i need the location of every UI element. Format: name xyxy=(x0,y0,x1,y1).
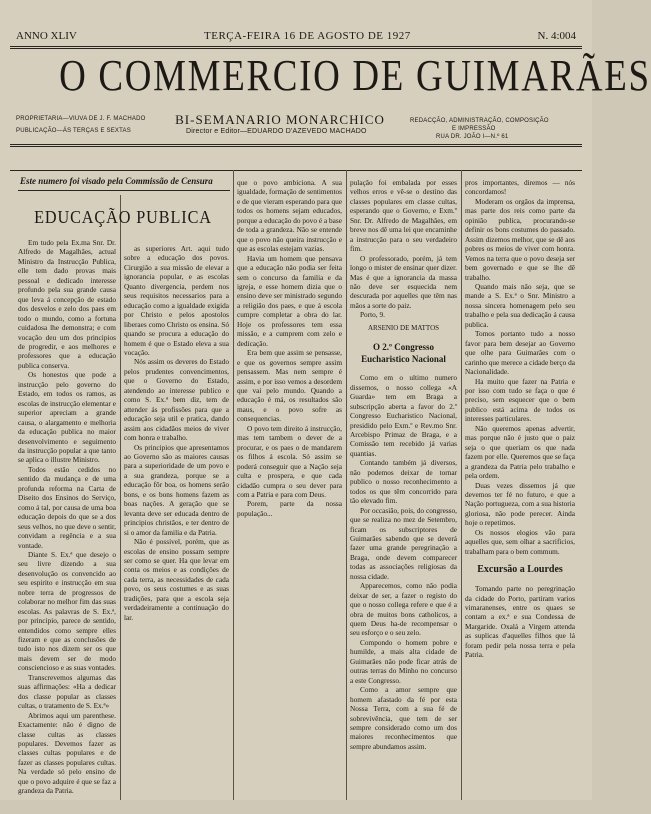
article-paragraph: Moderam os orgãos da imprensa, mas parte dos reis como parte da opinião publica, procurando-se definir os bons costumes do passado. Assim dizemos melhor, que se dê aos pobres os meios de viver com honra. Vemos na terra que o povo deseja ser bem governado e que se lhe dê trabalho. xyxy=(465,196,575,282)
article-paragraph: que o povo ambiciona. A sua igualdade, formação de sentimentos e de que vieram esperando para que todos os homens sejam educados, porque a educação do povo é a base de toda a grandeza. Não se entende que o povo não queira instrucção e que as escolas estejam vazias. xyxy=(237,178,342,254)
column-2 xyxy=(124,244,229,800)
article-paragraph: Havia um homem que pensava que a educação não podia ser feita sem o concurso da familia e da igreja, e esse homem dizia que o ensino deve ser ministrado segundo a religião dos paes, e que á escola cumpre completar a obra do lar. Hoje os professores tem essa missão, e a cumprem com zelo e dedicação. xyxy=(237,253,342,348)
article-paragraph: pros importantes, diremos — nós concordamos! xyxy=(465,178,575,197)
article-paragraph: Apparecemos, como não podia deixar de ser, a fazer o registo do que o nosso collega refere e que é a obra de muitos bons catholicos, a quem Deus ha-de recompensar o seu esforço e o seu zelo. xyxy=(350,581,457,638)
censorship-notice: Este numero foi visado pela Commissão de Censura xyxy=(20,176,213,186)
year-label: ANNO XLIV xyxy=(16,30,77,42)
article-paragraph: Os principios que apresentamos ao Governo são as maiores causas para a superioridade de um povo e a sua grandeza, porque se a educação fôr boa, os homens serão bons, e os bons homens fazem as boas nações. A geração que se levanta deve ser educada dentro de principios christãos, e ter dentro de si o amor da familia e da Patria. xyxy=(124,442,229,537)
header-rule-bottom xyxy=(10,144,582,145)
owner-line: PROPRIETARIA—VIUVA DE J. F. MACHADO xyxy=(16,116,146,122)
article-headline-excursion: Excursão a Lourdes xyxy=(477,564,563,576)
newspaper-subtitle: BI-SEMANARIO MONARCHICO xyxy=(175,112,385,127)
article-dateline: Porto, 9. xyxy=(360,310,385,320)
column-rule-3 xyxy=(346,170,347,800)
article-paragraph: O professorado, porém, já tem longo o mister de ensinar quer dizer. Mas é que a ignorancia da massa não deve ser esquecida nem descurada por aquelles que têm nas mãos a sorte do paiz. xyxy=(350,253,457,310)
article-paragraph: Os nossos elogios vão para aquelles que, sem olhar a sacrificios, trabalham para o bem commum. xyxy=(465,527,575,556)
article-paragraph: Ha muito que fazer na Patria e por isso com tudo se faça o que é preciso, sem esquecer que o bem publico está acima de todos os interesses particulares. xyxy=(465,376,575,424)
header-rule-bottom-2 xyxy=(10,146,582,147)
date-label: TERÇA-FEIRA 16 DE AGOSTO DE 1927 xyxy=(204,30,411,42)
article-paragraph: Os honestos que pode a instrucção pelo governo do Estado, em todos os ramos, as escolas de instrucção elementar e superior apreciam a grande causa, o alargamento e melhoria da educação publica no maior desenvolvimento e seguimento da instrucção popular a que tanto se aplica o illustre Ministro. xyxy=(18,370,116,465)
printing-line: E IMPRESSÃO xyxy=(452,126,496,132)
censor-rule xyxy=(18,190,230,191)
article-paragraph: Abrimos aqui um parenthese. Exactamente: não é digno de classe cultas as classes populares. Devemos fazer as classes cultas populares e de fazer as classes populares cultas. Na verdade só pelo ensino de que o povo adquire é que se faz a grandeza da Patria. xyxy=(18,710,116,796)
article-paragraph: Quando mais não seja, que se mande a S. Ex.ª o Snr. Ministro a nossa sincera homenagem pelo seu trabalho e pela sua dedicação á causa publica. xyxy=(465,281,575,329)
article-signature: ARSENIO DE MATTOS xyxy=(367,323,440,332)
article-paragraph: Por occasião, pois, do congresso, que se realiza no mez de Setembro, ficam os subscriptores de Guimarães sabendo que se deverá fazer uma grande peregrinação a Braga, onde devem comparecer todas as associações religiosas da nossa cidade. xyxy=(350,505,457,581)
article-paragraph: Porem, parte da nossa população... xyxy=(237,499,342,518)
header-top-line xyxy=(14,30,578,46)
column-rule-2 xyxy=(233,170,234,800)
body-top-rule xyxy=(10,170,582,171)
article-paragraph: O povo tem direito á instrucção, mas tem tambem o dever de a procurar, e os paes o de mandarem os filhos á escola. Só assim se poderá conseguir que a Nação seja culta e prospera, e que cada cidadão cumpra o seu dever para com a Patria e para com Deus. xyxy=(237,423,342,499)
newspaper-title: O COMMERCIO DE GUIMARÃES xyxy=(59,51,651,100)
article-paragraph: Tomando parte no peregrinação da cidade do Porto, partiram varios vimaranenses, entre os quaes se contam a ex.ª e sua Condessa de Margaride. Oxalá a Virgem attenda as suplicas d'aquelles filhos que lá foram pedir pela nossa terra e pela Patria. xyxy=(465,584,575,660)
article-paragraph: Era bem que assim se pensasse, e que os governos sempre assim pensassem. Mas nem sempre é assim, e por isso vemos a desordem que vai pelo mundo. Quando a educação é má, os resultados são maus, e o povo sofre as consequencias. xyxy=(237,348,342,424)
article-headline-education: EDUCAÇÃO PUBLICA xyxy=(34,207,212,227)
column-4 xyxy=(350,178,457,800)
article-paragraph: Não queremos apenas advertir, mas porque não é justo que o paiz seja o que queriam os que nada fazem por elle. Queremos que se faça a grandeza da Patria pelo trabalho e pela ordem. xyxy=(465,423,575,481)
header-rule-top xyxy=(10,46,582,47)
article-paragraph: Todos estão cedidos no sentido da mudança e de uma profunda reforma na Carta de Diseito dos Ensinos do Serviço, como á tal, por causa de uma boa educação depois do que se a dos seus velhos, no que deve o sentir, convidam a regência e a sua vontade. xyxy=(18,464,116,550)
publication-line: PUBLICAÇÃO—ÁS TERÇAS E SEXTAS xyxy=(16,128,131,134)
director-line: Director e Editor—EDUARDO D'AZEVEDO MACHADO xyxy=(186,128,367,135)
article-paragraph: Compondo o homem pobre e humilde, a mais alta cidade de Guimarães não pode ficar atrás de outras terras do Minho no concurso a este Congresso. xyxy=(350,637,457,685)
column-rule-4 xyxy=(461,170,462,800)
column-5 xyxy=(465,178,575,800)
article-paragraph: as superiores Art. aqui tudo sobre a educação dos povos. Cirurgião a sua missão de elevar a ignorancia popular, e as escolas Quanto divergencia, perdem nos seus requisitos necessarios para a educação como a igualdade exigida por Christo e pelos apostolos liberaes como Christo os ensina. Só quando se procura a educação do homem é que o Estado eleva a sua vocação. xyxy=(124,244,229,357)
article-paragraph: Contando também já diversos, não podemos deixar de tornar publico o nosso reconhecimento a todos os que têm concorrido para tão elevado fim. xyxy=(350,458,457,506)
column-3 xyxy=(237,178,342,800)
article-paragraph: Em tudo pela Ex.ma Snr. Dr. Alfredo de Magalhães, actual Ministro da Instrucção Publica, elle tem dado provas mais pessoal e dedicado interesse profundo pela sua grande causa que leva á concepção de estado dos desvelos e zelo dos paes em todo o mundo, como a fortuna cuidadosa lhe demonstra; e com vocação deu um dos principios de progredir, e aos melhores e professores que a educação publica conserva. xyxy=(18,238,116,370)
article-paragraph: Como a amor sempre que homem afastado da fé por esta Nossa Terra, com a sua fé de sobrevivência, que tem de ser sempre considerado como um dos maiores reconhecimentos que sempre abundamos assim. xyxy=(350,685,457,751)
redaction-line: REDACÇÃO, ADMINISTRAÇÃO, COMPOSIÇÃO xyxy=(410,118,549,124)
address-line: RUA DR. JOÃO I—N.º 61 xyxy=(436,134,509,140)
article-paragraph: Nós assim os deveres do Estado pelos prudentes convencimentos, que o Governo do Estado, atendendo ao interesse publico e como S. Ex.ª bem diz, tem de attender ás profissões para que a educação seja util e pratica, dando assim aos cidadãos meios de viver com honra e trabalho. xyxy=(124,357,229,443)
header-rule-top-2 xyxy=(10,48,582,49)
article-paragraph: Não é possivel, porém, que as escolas de ensino possam sempre ser como se quer. Ha que levar em conta os meios e as condições de cada terra, as necessidades de cada povo, os seus costumes e as suas tradições, para que a escola seja verdadeiramente a continuação do lar. xyxy=(124,537,229,622)
column-rule-1 xyxy=(120,195,121,800)
article-paragraph: Como em o ultimo numero dissemos, o nosso collega «A Guarda» tem em Braga a subscripção aberta a favor do 2.º Congresso Eucharistico Nacional, presidido pelo Exm.º e Rev.mo Snr. Arcebispo Primaz de Braga, e a Comissão tem recebido já varias quantias. xyxy=(350,373,457,458)
article-paragraph: Diante S. Ex.ª que desejo o seu livre dizendo a sua desenvolução os convencido ao seu espirito e instrucção em sua nobre terra de progressos de colaborar no melhor fim das suas escolas. As palavras de S. Ex.ª, por principio, parece de sentido, entendidos como sempre elles fizeram e que as conclusões de tudo isto nos dizem ser os que mais devem ser de modo consciencioso e as suas vontades. xyxy=(18,549,116,673)
article-paragraph: pulação foi embalada por esses velhos erros e vê-se o destino das classes populares em classe cultas, esperando que o Governo, e Exm.º Snr. Dr. Alfredo de Magalhães, em breve nos dê uma lei que encaminhe a instrucção para o seu verdadeiro fim. xyxy=(350,178,457,254)
issue-number: N. 4:004 xyxy=(537,30,576,42)
article-paragraph: Duas vezes dissemos já que devemos ter fé no futuro, e que a Nação portugueza, com a sua historia gloriosa, não pode perecer. Ainda hoje o repetimos. xyxy=(465,480,575,528)
article-paragraph: Tomos portanto tudo a nosso favor para bem desejar ao Governo que olhe para Guimarães com o carinho que merece a cidade berço da Nacionalidade. xyxy=(465,329,575,377)
article-paragraph: Transcrevemos algumas das suas affirmações: «Ha a dedicar dos classe popular as classes cultas, o tratamento de S. Ex.ª» xyxy=(18,672,116,711)
article-headline-congress: O 2.º Congresso Eucharistico Nacional xyxy=(361,342,446,365)
